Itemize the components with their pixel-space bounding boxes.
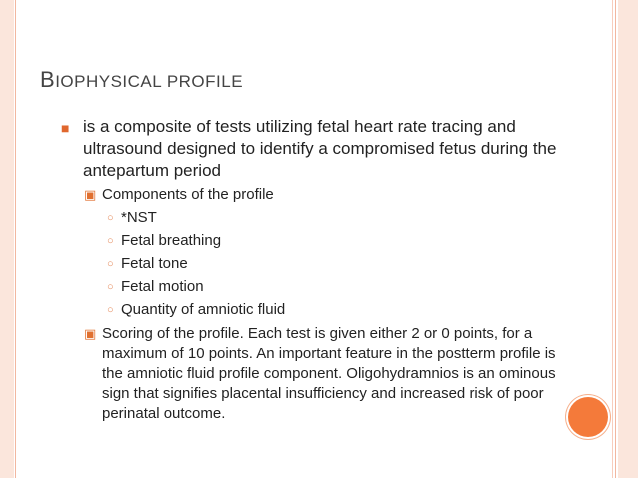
bullet-level1 [40,116,580,182]
title-rest: IOPHYSICAL PROFILE [55,72,244,91]
list-item [40,277,580,297]
bullet-text: is a composite of tests utilizing fetal heart rate tracing and ultrasound designed to identify a compromised fetus during the antepartum period [83,117,557,180]
right-border-line [615,0,616,478]
circle-outline-bullet-icon: ○ [107,281,114,293]
component-label: Fetal breathing [121,232,222,249]
square-bullet-icon: ■ [61,120,70,136]
circle-outline-bullet-icon: ○ [107,212,114,224]
circle-outline-bullet-icon: ○ [107,304,114,316]
scoring-text: Scoring of the profile. Each test is given either 2 or 0 points, for a maximum of 10 points. An important feature in the postterm profile is the amniotic fluid profile component. Oligohydramnios is an ominous sign that signifies placental insufficiency and increased risk of poor perinatal outcome. [102,325,556,422]
circle-outline-bullet-icon: ○ [107,235,114,247]
square-outline-bullet-icon: ▣ [84,326,97,341]
component-label: Fetal tone [121,255,188,272]
right-border-band [618,0,638,478]
circle-outline-bullet-icon: ○ [107,258,114,270]
slide-content [40,116,580,424]
list-item [40,300,580,320]
bullet-level2-scoring [40,324,580,424]
component-label: Fetal motion [121,278,204,295]
right-border-line-inner [612,0,613,478]
bullet-level2-components [40,185,580,205]
list-item [40,208,580,228]
title-first-letter: B [40,67,56,92]
list-item [40,254,580,274]
left-border-line [15,0,16,478]
left-border-band [0,0,14,478]
components-heading: Components of the profile [102,186,274,203]
component-label: *NST [121,209,157,226]
square-outline-bullet-icon: ▣ [84,187,97,202]
slide-title [40,67,243,93]
list-item [40,231,580,251]
component-label: Quantity of amniotic fluid [121,301,286,318]
